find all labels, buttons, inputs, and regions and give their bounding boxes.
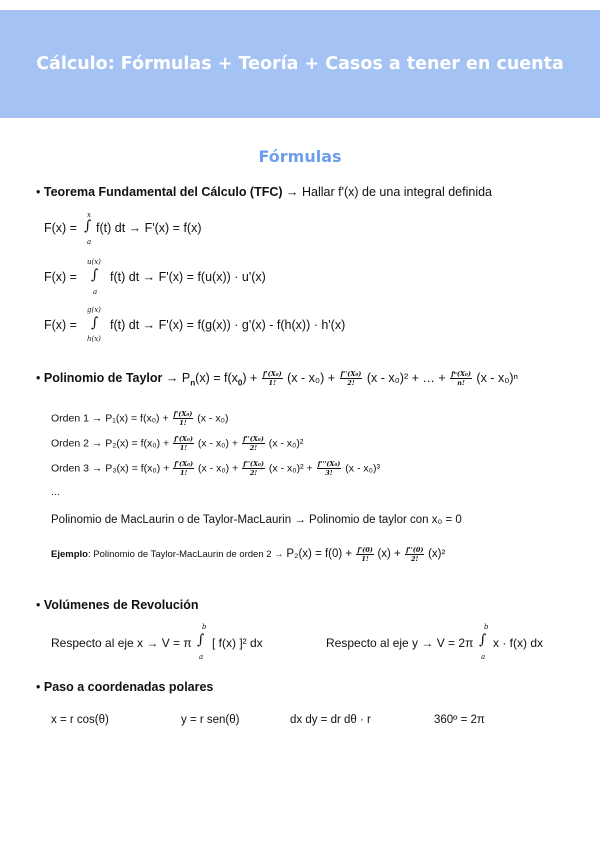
lower-limit: h(x) (87, 335, 101, 343)
ejemplo-polynomial: P₂(x) = f(0) + (286, 548, 356, 561)
bullet: • (36, 185, 41, 199)
taylor-order-1 (51, 410, 228, 427)
frac-num: f'(X₀) (174, 460, 194, 468)
polar-item: 360º = 2π (434, 714, 485, 726)
ejemplo-text: : Polinomio de Taylor-MacLaurin de orden 2 → (87, 549, 287, 561)
frac-den: 1! (179, 469, 188, 477)
volume-y-rhs: x · f(x) dx (493, 636, 543, 650)
bullet: • (36, 598, 41, 612)
document-title: Cálculo: Fórmulas + Teoría + Casos a tener en cuenta (36, 54, 564, 74)
taylor-formula-start: → P (162, 370, 191, 385)
section-title: Fórmulas (258, 147, 342, 166)
order-mid: (x - x₀) + (198, 462, 242, 475)
frac-den: 1! (179, 419, 187, 427)
upper-limit: b (202, 623, 207, 631)
frac-den: 2! (249, 469, 258, 477)
fraction-first-derivative (262, 370, 283, 387)
order-mid-2: (x - x₀)² + (268, 462, 316, 475)
formula-lhs: F(x) = (44, 270, 77, 284)
taylor-heading-row (36, 370, 518, 387)
frac-num: fⁿ(X₀) (451, 370, 471, 378)
taylor-formula-mid: (x) = f(x (195, 370, 238, 385)
fraction-second-derivative (242, 460, 265, 477)
order-mid: (x - x₀) + (197, 437, 241, 450)
taylor-order-3 (51, 460, 380, 477)
frac-num: f''(X₀) (243, 460, 264, 468)
fraction-third-derivative (317, 460, 342, 477)
polar-item: dx dy = dr dθ · r (290, 714, 371, 726)
frac-den: 2! (411, 555, 419, 563)
ejemplo-line (51, 546, 445, 563)
fraction-second-derivative-zero (405, 546, 424, 563)
bullet: • (36, 370, 41, 385)
upper-limit: b (484, 623, 489, 631)
frac-num: f'(X₀) (262, 370, 282, 378)
frac-den: 1! (268, 379, 276, 387)
tfc-heading: Teorema Fundamental del Cálculo (TFC) (43, 185, 283, 199)
fraction-second-derivative (340, 370, 363, 387)
frac-num: f''(X₀) (340, 370, 362, 378)
polar-heading: Paso a coordenadas polares (43, 680, 214, 694)
integral-sign: ∫ (479, 632, 487, 648)
frac-num: f'(0) (357, 546, 373, 554)
frac-den: 2! (347, 379, 355, 387)
frac-num: f'(X₀) (173, 410, 193, 418)
ejemplo-label: Ejemplo (51, 549, 88, 561)
order-tail: (x - x₀)³ (345, 462, 380, 475)
taylor-order-2 (51, 435, 303, 452)
integral-sign: ∫ (84, 218, 92, 234)
formula-rhs: f(t) dt → F'(x) = f(u(x)) · u'(x) (110, 270, 266, 284)
volume-x-label: Respecto al eje x → V = π (51, 636, 192, 650)
taylor-term-2: (x - x₀)² + … + (366, 370, 450, 385)
lower-limit: a (481, 653, 486, 661)
upper-limit: g(x) (87, 306, 101, 314)
volumes-heading-row (36, 598, 199, 612)
polar-item: y = r sen(θ) (181, 714, 240, 726)
volume-y-label: Respecto al eje y → V = 2π (326, 636, 474, 650)
formula-rhs: f(t) dt → F'(x) = f(x) (96, 221, 202, 235)
frac-num: f'(X₀) (174, 435, 193, 443)
order-tail: (x - x₀)² (268, 437, 304, 450)
fraction-second-derivative (242, 435, 265, 452)
ellipsis: ... (51, 486, 60, 498)
tfc-heading-row (36, 185, 492, 199)
integral-sign: ∫ (91, 315, 99, 331)
lower-limit: a (87, 238, 92, 246)
ejemplo-mid: (x) + (377, 548, 404, 561)
upper-limit: x (87, 211, 91, 219)
maclaurin-line: Polinomio de MacLaurin o de Taylor-MacLaurin → Polinomio de taylor con x₀ = 0 (51, 514, 462, 526)
frac-den: 1! (179, 444, 188, 452)
taylor-formula-after: ) + (242, 370, 261, 385)
fraction-first-derivative (173, 460, 194, 477)
polar-item: x = r cos(θ) (51, 714, 109, 726)
subscript-0: 0 (237, 378, 243, 388)
polar-heading-row (36, 680, 213, 694)
volumes-heading: Volúmenes de Revolución (43, 598, 199, 612)
volume-x-rhs: [ f(x) ]² dx (212, 636, 263, 650)
frac-num: f''(0) (405, 546, 424, 554)
order-label: Orden 1 → P₁(x) = f(x₀) + (51, 412, 172, 425)
order-tail: (x - x₀) (197, 412, 229, 425)
frac-den: 2! (249, 444, 258, 452)
fraction-first-derivative-zero (356, 546, 373, 563)
taylor-heading: Polinomio de Taylor (43, 370, 163, 385)
header-banner (0, 10, 600, 118)
subscript-n: n (190, 378, 196, 388)
upper-limit: u(x) (87, 258, 101, 266)
frac-den: 3! (325, 469, 333, 477)
fraction-first-derivative (173, 410, 194, 427)
fraction-nth-derivative (450, 370, 472, 387)
frac-den: n! (457, 379, 465, 387)
integral-sign: ∫ (197, 632, 205, 648)
taylor-term-1: (x - x₀) + (287, 370, 339, 385)
tfc-heading-rest: → Hallar f'(x) de una integral definida (282, 185, 492, 199)
formula-rhs: f(t) dt → F'(x) = f(g(x)) · g'(x) - f(h(x)) · h'(x) (110, 318, 346, 332)
lower-limit: a (199, 653, 204, 661)
integral-sign: ∫ (91, 267, 99, 283)
bullet: • (36, 680, 41, 694)
formula-lhs: F(x) = (44, 318, 77, 332)
frac-den: 1! (361, 555, 369, 563)
ejemplo-tail: (x)² (428, 548, 446, 561)
taylor-term-n: (x - x₀)ⁿ (476, 370, 519, 385)
order-label: Orden 2 → P₂(x) = f(x₀) + (51, 437, 173, 450)
frac-num: f''(X₀) (242, 435, 264, 443)
fraction-first-derivative (173, 435, 194, 452)
lower-limit: a (93, 288, 98, 296)
formula-lhs: F(x) = (44, 221, 77, 235)
order-label: Orden 3 → P₃(x) = f(x₀) + (51, 462, 173, 475)
frac-num: f'''(X₀) (317, 460, 341, 468)
